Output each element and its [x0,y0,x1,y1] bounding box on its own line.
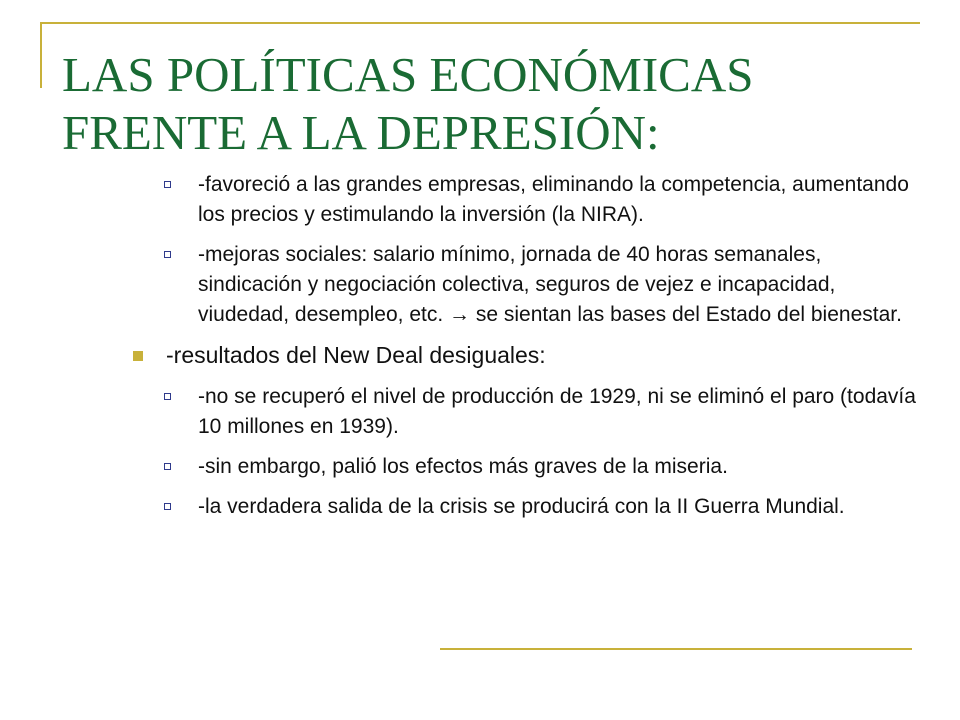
bullet-text: -sin embargo, palió los efectos más graves de la miseria. [198,455,728,478]
hollow-square-bullet-icon [164,463,171,470]
bullet-list [130,170,920,532]
hollow-square-bullet-icon [164,503,171,510]
list-item [130,452,920,482]
left-rule [40,22,42,88]
hollow-square-bullet-icon [164,181,171,188]
list-item [130,170,920,230]
bullet-text: -la verdadera salida de la crisis se producirá con la II Guerra Mundial. [198,495,845,518]
list-item [130,340,920,370]
list-item [130,240,920,330]
bullet-text: -no se recuperó el nivel de producción de 1929, ni se eliminó el paro (todavía 10 millones en 1939). [198,385,916,438]
top-rule [40,22,920,24]
filled-square-bullet-icon [133,351,143,361]
hollow-square-bullet-icon [164,251,171,258]
bullet-text: -resultados del New Deal desiguales: [166,342,546,368]
bottom-rule [440,648,912,650]
hollow-square-bullet-icon [164,393,171,400]
bullet-text: -mejoras sociales: salario mínimo, jornada de 40 horas semanales, sindicación y negociación colectiva, seguros de vejez e incapacidad, viudedad, desempleo, etc. → se sientan las bases del Estado del bienestar. [198,243,902,326]
bullet-text: -favoreció a las grandes empresas, eliminando la competencia, aumentando los precios y estimulando la inversión (la NIRA). [198,173,909,226]
list-item [130,382,920,442]
slide-title: LAS POLÍTICAS ECONÓMICAS FRENTE A LA DEPRESIÓN: [62,47,754,160]
list-item [130,492,920,522]
